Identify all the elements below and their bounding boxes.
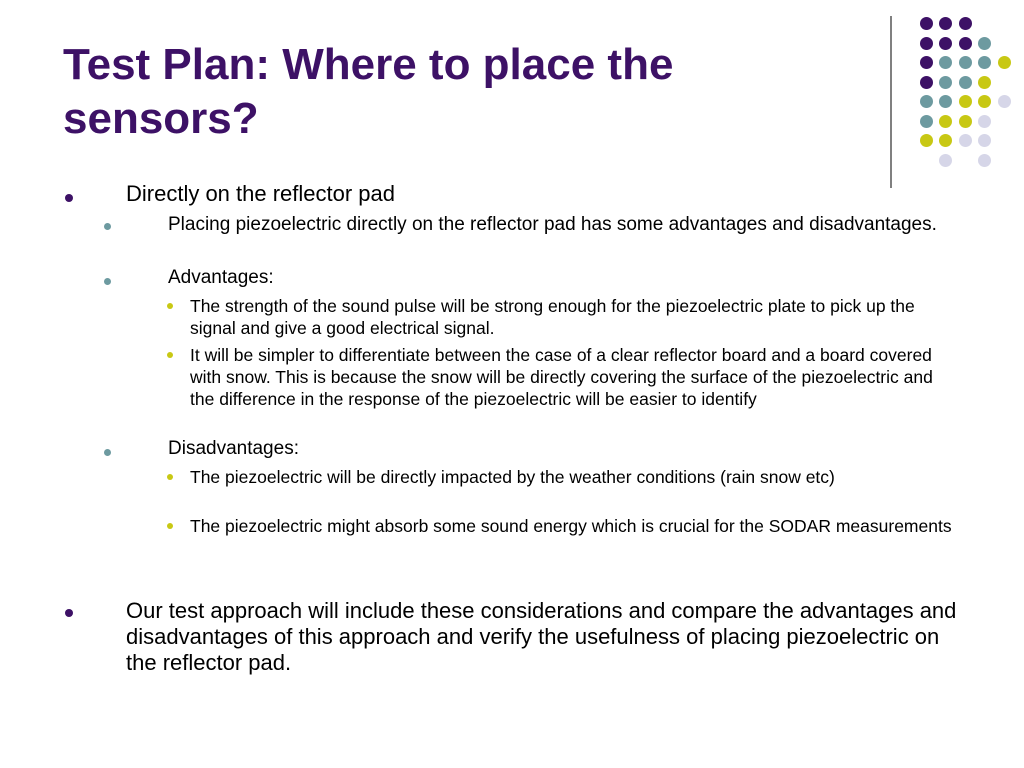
bullet-marker [104,223,111,230]
bullet-item-level3: The piezoelectric will be directly impacted by the weather conditions (rain snow etc) [190,467,835,487]
bullet-item-level3: The strength of the sound pulse will be strong enough for the piezoelectric plate to pick up the signal and give a good electrical signal. [190,296,915,338]
bullet-item-level3: It will be simpler to differentiate between the case of a clear reflector board and a board covered with snow. This is because the snow will be directly covering the surface of the piezoelectric and the difference in the response of the piezoelectric will be easier to identify [190,345,933,409]
bullet-item-level2: Placing piezoelectric directly on the reflector pad has some advantages and disadvantages. [168,214,937,235]
bullet-item-level1: Our test approach will include these considerations and compare the advantages and disadvantages of this approach and verify the usefulness of placing piezoelectric on the reflector pad. [126,598,957,675]
bullet-item-level1: Directly on the reflector pad [126,181,396,206]
bullet-marker [167,474,173,480]
bullet-marker [65,194,73,202]
slide-title: Test Plan: Where to place the sensors? [63,40,674,143]
bullet-marker [104,278,111,285]
bullet-item-level2: Disadvantages: [168,438,299,459]
bullet-marker [167,303,173,309]
bullet-item-level3: The piezoelectric might absorb some sound energy which is crucial for the SODAR measurements [190,516,952,536]
bullet-marker [167,352,173,358]
bullet-item-level2: Advantages: [168,267,274,288]
bullet-marker [65,609,73,617]
bullet-marker [167,523,173,529]
bullet-marker [104,449,111,456]
